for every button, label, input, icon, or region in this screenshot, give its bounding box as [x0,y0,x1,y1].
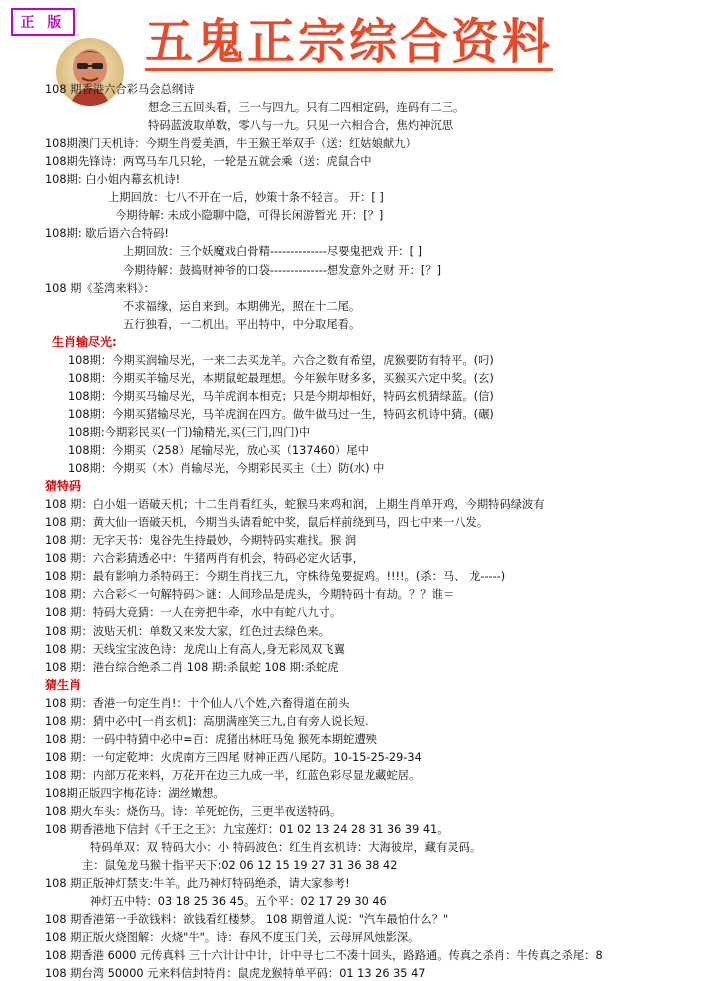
text-line: 108 期：六合彩猜透必中：牛猪两肖有机会，特码必定火话事， [45,552,364,566]
edition-badge: 正 版 [11,8,75,36]
text-line: 108 期：港台综合绝杀二肖 108 期:杀鼠蛇 108 期:杀蛇虎 [45,660,339,674]
text-line: 108 期：波贴天机：单数又来发大家，红色过去绿色来。 [45,624,330,638]
text-line: 108 期：一句定乾坤：火虎南方三四尾 财神正西八尾防。10-15-25-29-34 [45,750,422,764]
text-line: 今期待解：鼓捣财神爷的口袋--------------想发意外之财 开：[？] [123,263,442,277]
text-line: 108 期：一码中特猜中必中=百：虎猪出林旺马兔 猴死本期蛇遭殃 [45,732,377,746]
text-line: 108 期正版神灯禁支:牛羊。此乃神灯特码绝杀，请大家参考! [45,877,350,891]
page-title: 五鬼正宗综合资料 [145,14,554,70]
text-line: 108 期《荃湾来料》： [45,281,155,295]
text-line: 想念三五回头看，三一与四九。只有二四相定码，连码有二三。 [148,101,465,115]
text-line: 108 期台湾 50000 元来料信封特肖：鼠虎龙猴特单平码：01 13 26 35 47 [45,967,426,981]
text-line: 不求福缘，运自来到。本期佛光，照在十二尾。 [123,299,361,313]
section-heading: 猜生肖 [45,677,82,692]
text-line: 108期正版四字梅花诗：湖丝嫩想。 [45,786,225,800]
text-line: 108期: 歇后语六合特码! [45,227,169,241]
text-line: 108期：今期买（木）肖输尽光，今期彩民买主（土）防(水) 中 [68,462,385,476]
text-line: 108 期：白小姐一语破天机；十二生肖看红头，蛇猴马来鸡和润，上期生肖单开鸡，今期特码绿波有 [45,498,545,512]
section-heading: 生肖输尽光: [52,334,117,349]
text-line: 108 期：黄大仙一语破天机，今期当头请看蛇中奖，鼠后样前绕到马，四七中来一八发。 [45,516,489,530]
text-line: 108期:今期彩民买(一门)输精光,买(三门,四门)中 [68,425,311,439]
text-line: 108期：今期买羊输尽光，本期鼠蛇最理想。今年猴年财多多，买猴买六定中奖。(玄) [68,371,494,385]
text-line: 108 期：香港一句定生肖!：十个仙人八个姓,六畜得道在前头 [45,696,350,710]
text-line: 108 期正版火烧图解：火烧"牛"。诗：春风不度玉门关，云母屏风烛影深。 [45,931,420,945]
text-line: 108 期香港第一手欲钱料：欲钱看红楼梦。 108 期曾道人说："汽车最怕什么？" [45,913,449,927]
text-line: 108期：今期买（258）尾输尽光，放心买（137460）尾中 [68,444,369,457]
text-line: 108期澳门天机诗：今期生肖爱美酒，牛王猴王举双手（送：红姑娘献九） [45,137,417,151]
text-line: 108 期：六合彩＜一句解特码＞谜：人间珍品是虎头，今期特码十有劫。？？谁＝ [45,588,455,602]
text-line: 上期回放：七八不开在一后，妙策十条不轻言。 开：[ ] [108,191,384,205]
text-line: 108期：今期买马输尽光，马羊虎润本相克；只是今期却相好，特码玄机猜绿蓝。(信) [68,389,494,403]
text-line: 108 期：特码大竞猜：一人在旁把牛牵，水中有蛇八九寸。 [45,606,342,620]
text-line: 108期：今期买润输尽光，一来二去买龙羊。六合之数有希望，虎猴要防有特平。(叼) [68,353,494,367]
text-line: 五行独看，一二机出。平出特中，中分取尾看。 [123,317,361,331]
text-line: 今期待解: 未成小隐聊中隐，可得长闲游暂光 开：[？] [115,209,384,223]
text-line: 主：鼠兔龙马猴十指平天下:02 06 12 15 19 27 31 36 38 42 [82,859,398,873]
text-line: 108 期：最有影响力杀特码王：今期生肖找三九，守株待兔要捉鸡。!!!!。(杀：马、 龙-----) [45,570,506,584]
text-line: 上期回放：三个妖魔戏白骨精--------------尽要鬼把戏 开：[ ] [123,245,423,259]
text-line: 特码单双：双 特码大小：小 特码波色：红生肖玄机诗：大海彼岸，藏有灵码。 [90,841,482,855]
text-line: 108 期香港 6000 元传真料 三十六计计中计，计中寻七二不凑十回头，路路通。传真之杀肖：牛传真之杀尾：8 [45,949,603,963]
text-line: 108 期：无字天书：鬼谷先生持最妙，今期特码实难找。猴 润 [45,534,357,548]
text-line: 108 期香港六合彩马会总纲诗 [45,83,195,96]
text-line: 108 期火车头：烧伤马。诗：羊死蛇伤，三更半夜送特码。 [45,805,342,818]
text-line: 108 期：猜中必中[一肖玄机]：高朋满座笑三九,自有旁人说长短. [45,714,369,728]
section-heading: 猜特码 [45,479,82,494]
text-line: 特码蓝波取单数，零八与一九。只见一六相合合，焦灼神沉思 [148,119,454,133]
text-line: 108期先锋诗：两骂马车几只轮，一轮是五就会乘（送：虎鼠合中 [45,155,372,169]
text-line: 神灯五中特：03 18 25 36 45。五个平：02 17 29 30 46 [90,895,387,909]
text-line: 108 期：内部万花来料，万花开在边三九成一半，红蓝色彩尽显龙藏蛇居。 [45,768,421,782]
text-line: 108期: 白小姐内幕玄机诗! [45,173,181,187]
text-line: 108 期香港地下信封《千王之王》：九宝莲灯：01 02 13 24 28 31 36 39 41。 [45,823,449,837]
text-line: 108期：今期买猪输尽光，马羊虎润在四方。做牛做马过一生，特码玄机诗中猜。(碾) [68,407,494,421]
text-line: 108 期：天线宝宝波色诗：龙虎山上有高人,身无彩凤双飞翼 [45,642,345,656]
